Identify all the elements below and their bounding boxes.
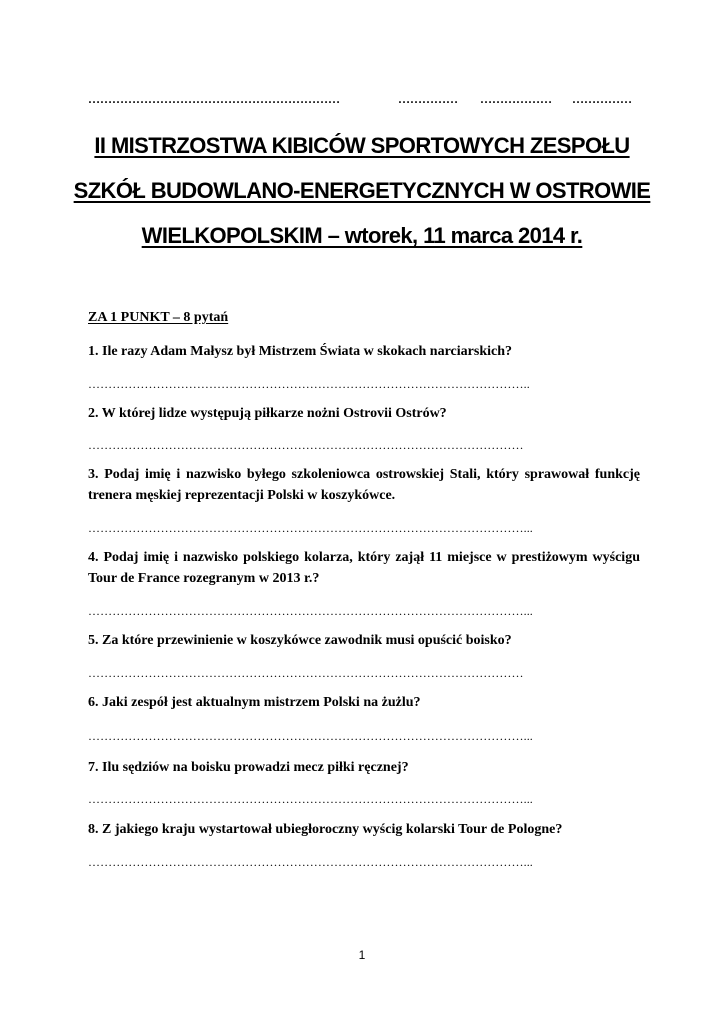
question-3: [88, 464, 640, 506]
question-text: 1. Ile razy Adam Małysz był Mistrzem Świata w skokach narciarskich?: [88, 344, 512, 359]
question-5: [88, 630, 640, 651]
question-text: 8. Z jakiego kraju wystartował ubiegłoroczny wyścig kolarski Tour de Pologne?: [88, 822, 563, 837]
answer-line-1: ………………………………………………………………………………………………..: [88, 377, 530, 391]
header-fields: [88, 92, 640, 106]
question-6: [88, 692, 640, 713]
question-8: [88, 819, 640, 840]
page-number: 1: [358, 948, 366, 962]
header-field-name: ………………………………………………………: [88, 92, 340, 106]
question-2: [88, 403, 640, 424]
header-field-class: ……………: [398, 92, 458, 106]
question-text: 5. Za które przewinienie w koszykówce zawodnik musi opuścić boisko?: [88, 633, 512, 648]
question-text: 7. Ilu sędziów na boisku prowadzi mecz piłki ręcznej?: [88, 760, 409, 775]
answer-line-3: ………………………………………………………………………………………………...: [88, 521, 533, 535]
answer-line-5: ………………………………………………………………………………………………: [88, 666, 524, 680]
title-line-3: WIELKOPOLSKIM – wtorek, 11 marca 2014 r.: [141, 223, 583, 248]
title-line-2: SZKÓŁ BUDOWLANO-ENERGETYCZNYCH W OSTROWIE: [73, 178, 651, 203]
question-text: 3. Podaj imię i nazwisko byłego szkoleniowca ostrowskiej Stali, który sprawował funkcję trenera męskiej reprezentacji Polski w koszykówce.: [88, 467, 640, 503]
section-heading: ZA 1 PUNKT – 8 pytań: [88, 310, 229, 325]
question-text: 4. Podaj imię i nazwisko polskiego kolarza, który zajął 11 miejsce w prestiżowym wyścigu Tour de France rozegranym w 2013 r.?: [88, 550, 640, 586]
question-text: 6. Jaki zespół jest aktualnym mistrzem Polski na żużlu?: [88, 695, 421, 710]
question-4: [88, 547, 640, 589]
header-field-score: ……………: [572, 92, 632, 106]
answer-line-2: ………………………………………………………………………………………………: [88, 438, 524, 452]
question-1: [88, 341, 640, 362]
answer-line-4: ………………………………………………………………………………………………...: [88, 604, 533, 618]
header-field-school: ………………: [480, 92, 552, 106]
question-7: [88, 757, 640, 778]
answer-line-6: ………………………………………………………………………………………………...: [88, 729, 533, 743]
title-line-1: II MISTRZOSTWA KIBICÓW SPORTOWYCH ZESPOŁU: [94, 133, 630, 158]
answer-line-8: ………………………………………………………………………………………………...: [88, 855, 533, 869]
answer-line-7: ………………………………………………………………………………………………...: [88, 792, 533, 806]
question-text: 2. W której lidze występują piłkarze nożni Ostrovii Ostrów?: [88, 406, 447, 421]
